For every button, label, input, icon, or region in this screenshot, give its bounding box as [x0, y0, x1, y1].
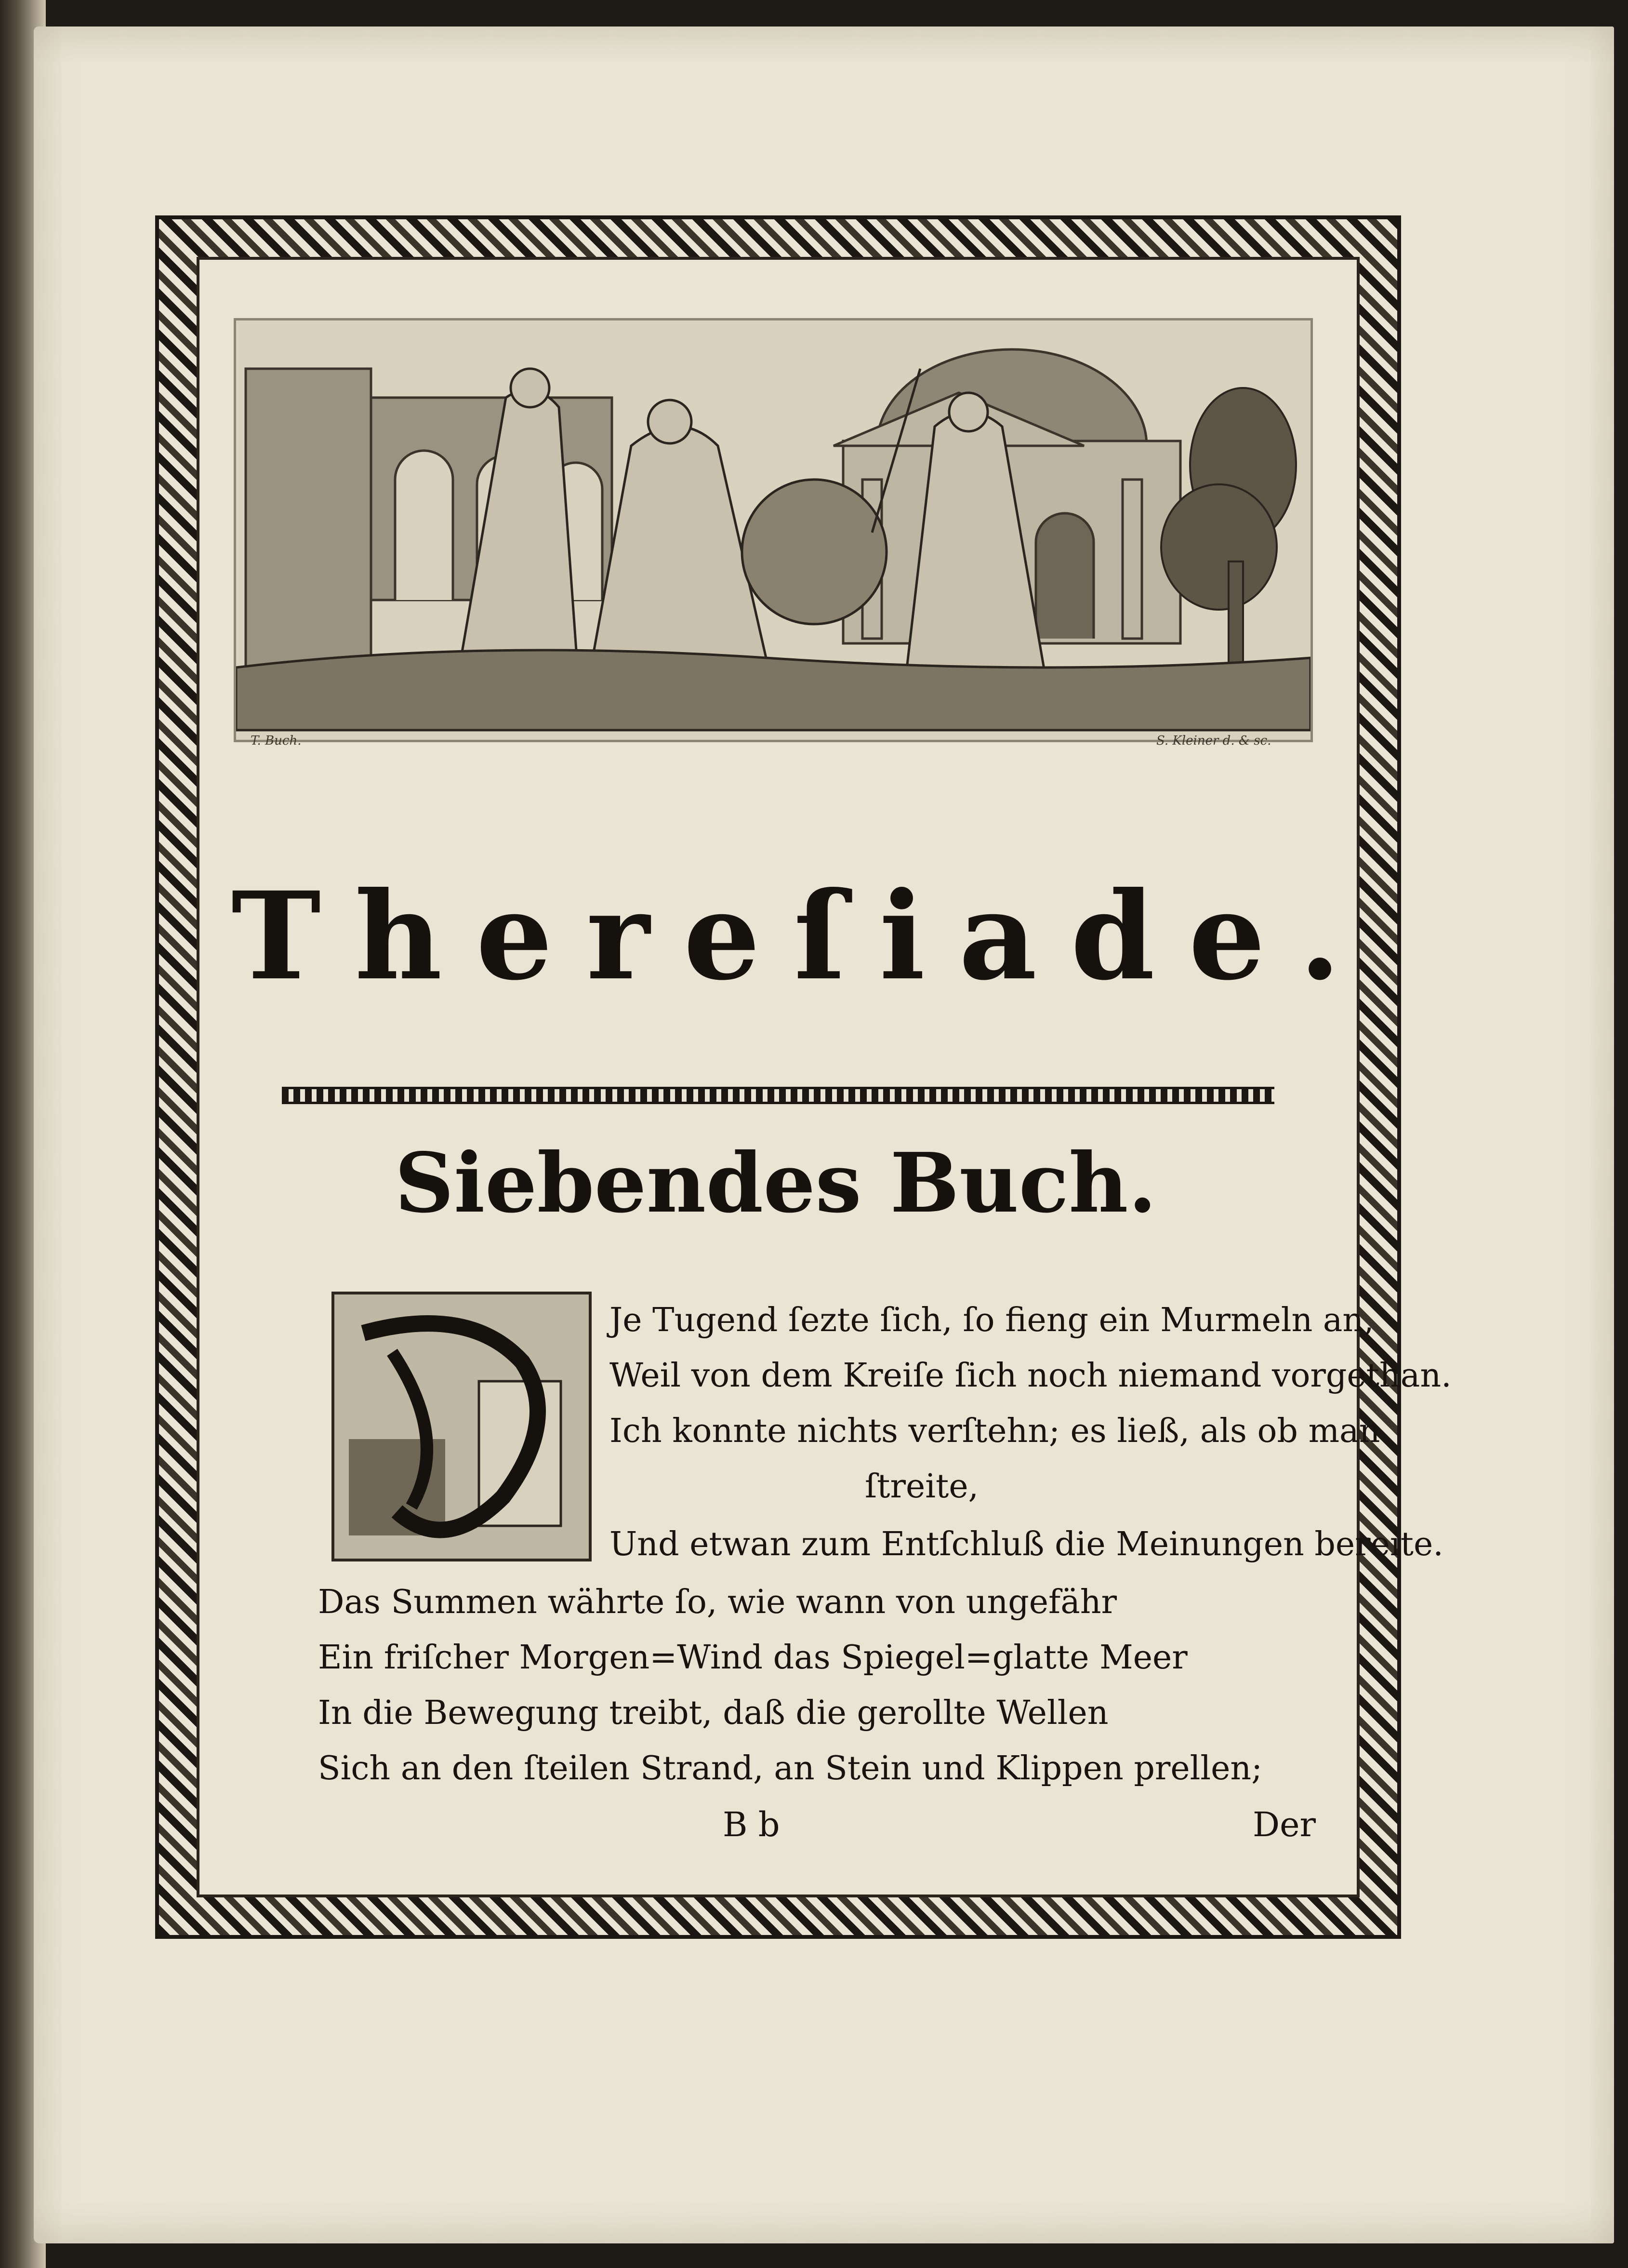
- verse-line-7: In die Bewegung treibt, daß die gerollte Wellen: [318, 1694, 1109, 1732]
- book-heading: Siebendes Buch.: [395, 1135, 1157, 1231]
- verse-line-2: Weil von dem Kreiſe ſich noch niemand vorgethan.: [609, 1357, 1452, 1395]
- verse-line-6: Ein friſcher Morgen=Wind das Spiegel=glatte Meer: [318, 1639, 1188, 1677]
- engraving-illustration: [236, 320, 1310, 740]
- verse-line-1: Je Tugend ſezte ſich, ſo fieng ein Murmeln an,: [609, 1301, 1374, 1339]
- catchword: Der: [1253, 1805, 1316, 1844]
- engraver-credit-left: T. Buch.: [251, 734, 302, 748]
- page-title: Thereſiade.: [231, 865, 1375, 1007]
- initial-letter-illustration: [334, 1294, 589, 1559]
- verse-line-3: Ich konnte nichts verſtehn; es ließ, als ob man: [609, 1412, 1380, 1450]
- verse-line-8: Sich an den ſteilen Strand, an Stein und Klippen prellen;: [318, 1749, 1263, 1788]
- ornamental-divider: [282, 1087, 1274, 1104]
- verse-line-5: Das Summen währte ſo, wie wann von ungefähr: [318, 1583, 1117, 1621]
- verse-line-3-continued: ſtreite,: [865, 1468, 979, 1506]
- verse-line-4: Und etwan zum Entſchluß die Meinungen bereite.: [609, 1525, 1443, 1563]
- headpiece-engraving: [234, 318, 1313, 742]
- decorated-initial: [331, 1292, 592, 1561]
- engraver-credit-right: S. Kleiner d. & sc.: [1156, 734, 1271, 748]
- signature-mark: B b: [723, 1805, 780, 1844]
